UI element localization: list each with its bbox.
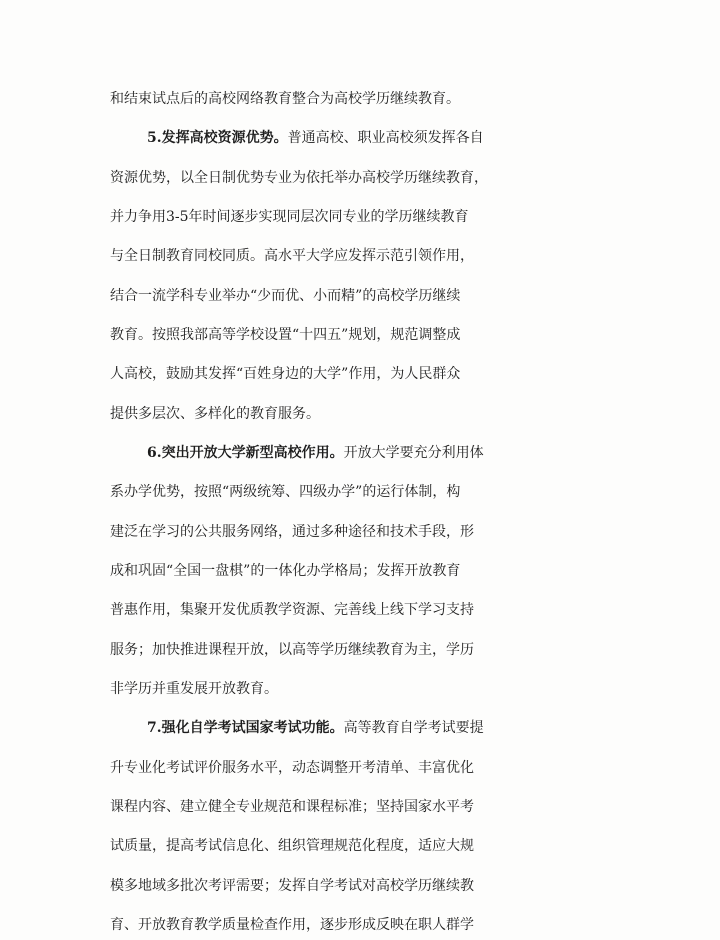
line-text: 成和巩固“全国一盘棋”的一体化办学格局；发挥开放教育 <box>110 563 461 579</box>
line-text: 与全日制教育同校同质。高水平大学应发挥示范引领作用， <box>110 248 474 264</box>
paragraph-line <box>0 787 720 827</box>
paragraph-line <box>0 630 720 670</box>
line-text: 模多地域多批次考评需要；发挥自学考试对高校学历继续教 <box>110 878 474 894</box>
line-text: 结合一流学科专业举办“少而优、小而精”的高校学历继续 <box>110 288 461 304</box>
section-heading: 5.发挥高校资源优势。 <box>147 130 288 146</box>
section-heading: 7.强化自学考试国家考试功能。 <box>147 720 344 736</box>
line-text: 普惠作用，集聚开发优质教学资源、完善线上线下学习支持 <box>110 602 474 618</box>
line-text: 服务；加快推进课程开放，以高等学历继续教育为主，学历 <box>110 642 474 658</box>
paragraph-line <box>0 472 720 512</box>
line-text: 育、开放教育教学质量检查作用，逐步形成反映在职人群学 <box>110 917 474 933</box>
paragraph-line <box>0 748 720 788</box>
line-text: 并力争用3-5年时间逐步实现同层次同专业的学历继续教育 <box>110 209 469 225</box>
section-body-text: 高等教育自学考试要提 <box>343 720 484 736</box>
paragraph-line <box>0 669 720 709</box>
paragraph-line <box>0 905 720 940</box>
paragraph-line <box>0 276 720 316</box>
paragraph-line <box>0 512 720 552</box>
line-text: 试质量，提高考试信息化、组织管理规范化程度，适应大规 <box>110 838 474 854</box>
paragraph-line <box>0 354 720 394</box>
line-text: 教育。按照我部高等学校设置“十四五”规划，规范调整成 <box>110 327 461 343</box>
section-body-text: 开放大学要充分利用体 <box>343 445 484 461</box>
line-text: 课程内容、建立健全专业规范和课程标准；坚持国家水平考 <box>110 799 474 815</box>
paragraph-line <box>0 866 720 906</box>
paragraph-line <box>0 551 720 591</box>
paragraph-line <box>0 826 720 866</box>
line-text: 人高校，鼓励其发挥“百姓身边的大学”作用，为人民群众 <box>110 366 461 382</box>
line-text: 系办学优势，按照“两级统筹、四级办学”的运行体制，构 <box>110 484 461 500</box>
line-text: 升专业化考试评价服务水平，动态调整开考清单、丰富优化 <box>110 760 474 776</box>
section-heading: 6.突出开放大学新型高校作用。 <box>147 445 344 461</box>
paragraph-line <box>0 79 720 119</box>
section-5-first-line <box>0 118 720 158</box>
paragraph-line <box>0 158 720 198</box>
paragraph-line <box>0 197 720 237</box>
line-text: 资源优势，以全日制优势专业为依托举办高校学历继续教育， <box>110 170 488 186</box>
section-7-first-line <box>0 708 720 748</box>
paragraph-line <box>0 590 720 630</box>
line-text: 建泛在学习的公共服务网络，通过多种途径和技术手段，形 <box>110 524 474 540</box>
section-6-first-line <box>0 433 720 473</box>
line-text: 提供多层次、多样化的教育服务。 <box>110 406 320 422</box>
fragment-text: 和结束试点后的高校网络教育整合为高校学历继续教育。 <box>110 91 460 107</box>
line-text: 非学历并重发展开放教育。 <box>110 681 278 697</box>
paragraph-line <box>0 315 720 355</box>
section-body-text: 普通高校、职业高校须发挥各自 <box>287 130 484 146</box>
paragraph-line <box>0 236 720 276</box>
paragraph-line <box>0 394 720 434</box>
